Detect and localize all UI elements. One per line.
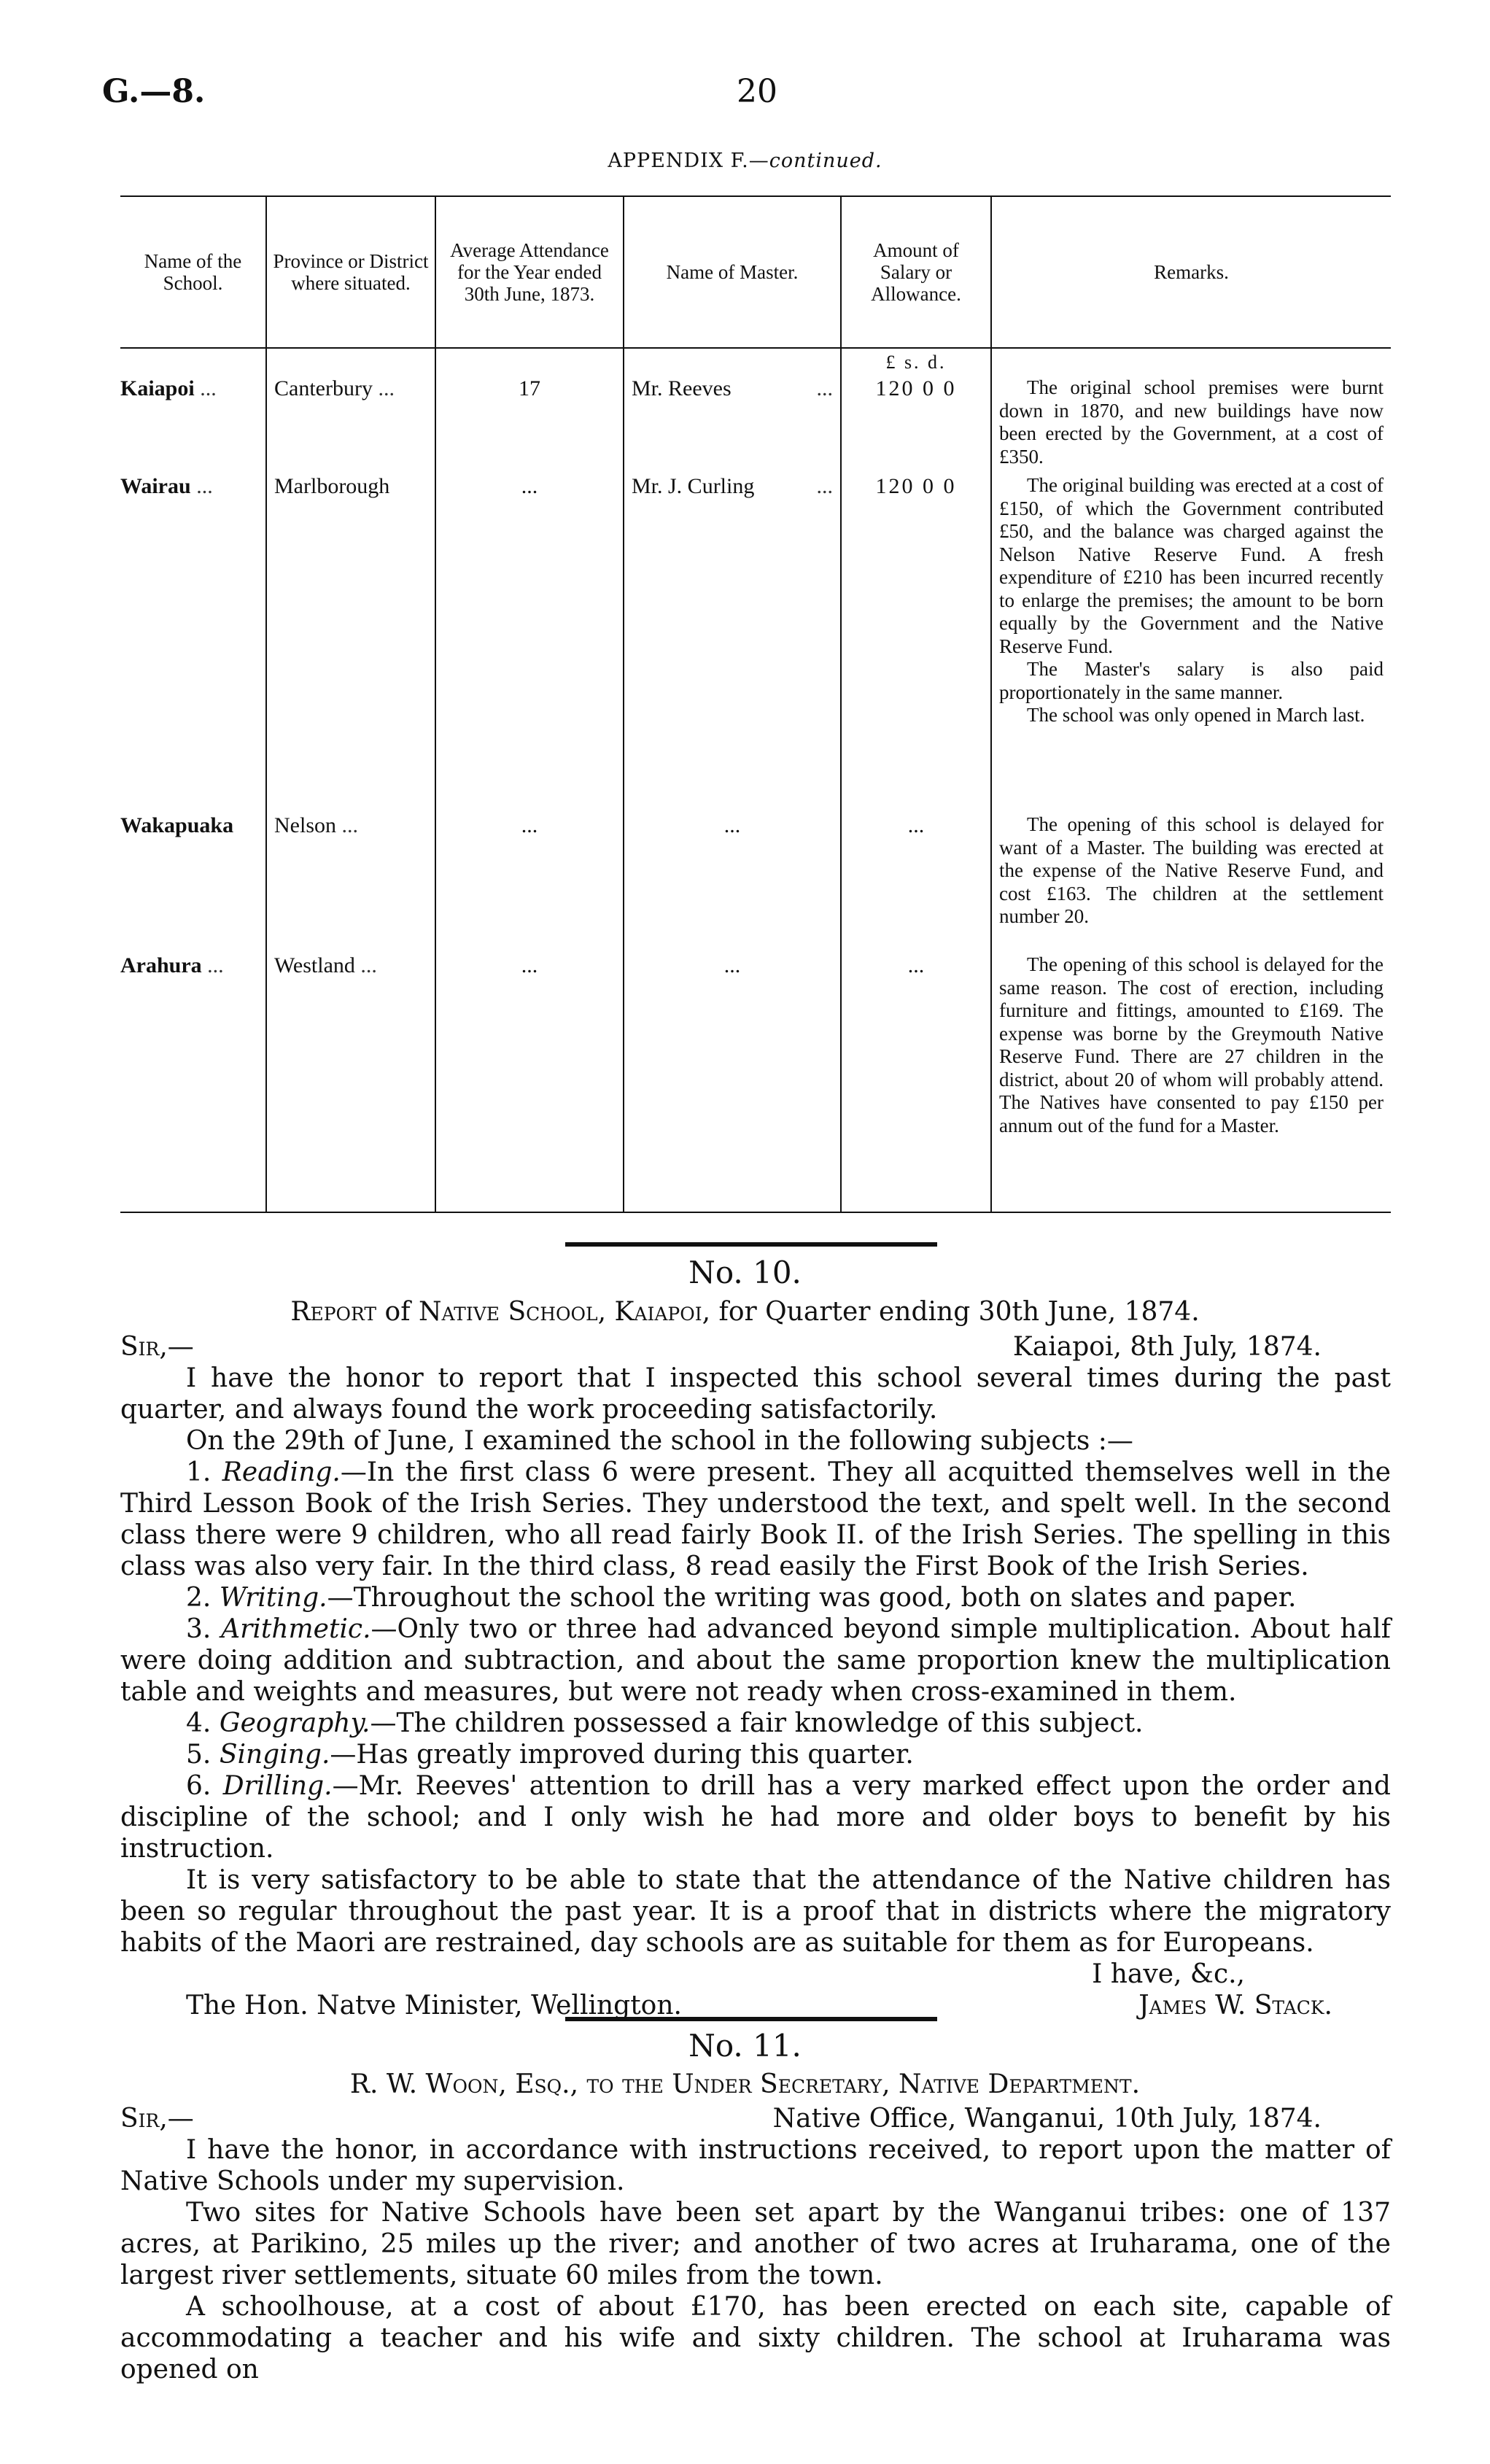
no11-subtitle: R. W. Woon, Esq., to the Under Secretary, Native Department.	[349, 2069, 1141, 2099]
place-date: Kaiapoi, 8th July, 1874.	[1012, 1332, 1322, 1362]
no10-letter	[120, 1331, 1391, 2021]
province: Canterbury ...	[266, 376, 435, 474]
col-header-attendance: Average Attendance for the Year ended 30th June, 1873.	[435, 196, 624, 348]
remarks: The original school premises were burnt down in 1870, and new buildings have now been erected by the Government, at a cost of £350.	[991, 376, 1391, 474]
salary: ...	[841, 813, 991, 953]
attendance: ...	[435, 953, 624, 1212]
remarks: The original building was erected at a cost of £150, of which the Government contributed £50, and the balance was charged against the Nelson Native Reserve Fund. A fresh expenditure of £210 has been incurred recently to enlarge the premises; the amount to be born equally by the Government and the Native Reserve Fund. The Master's salary is also paid proportionately in the same manner. The school was only opened in March last.	[991, 474, 1391, 813]
table-row	[120, 813, 1391, 953]
school-name: Wakapuaka	[120, 813, 234, 837]
master-name: Mr. J. Curling ...	[624, 474, 841, 813]
no11-heading: No. 11.	[688, 2028, 802, 2064]
attendance: ...	[435, 813, 624, 953]
province: Marlborough	[266, 474, 435, 813]
province: Westland ...	[266, 953, 435, 1212]
list-item: 6. Drilling.—Mr. Reeves' attention to drill has a very marked effect upon the order and discipline of the school; and I only wish he had more and older boys to benefit by his instruction.	[120, 1771, 1391, 1864]
col-header-salary: Amount of Salary or Allowance.	[841, 196, 991, 348]
attendance: 17	[435, 376, 624, 474]
section-divider	[565, 1242, 937, 1247]
no10-heading: No. 10.	[688, 1255, 802, 1290]
province: Nelson ...	[266, 813, 435, 953]
attendance: ...	[435, 474, 624, 813]
signature: James W. Stack.	[1138, 1991, 1332, 2021]
paragraph: I have the honor, in accordance with instructions received, to report upon the matter of Native Schools under my supervision.	[120, 2135, 1391, 2196]
page-section-code: G.—8.	[102, 73, 206, 110]
salary-units: £ s. d.	[841, 348, 991, 376]
paragraph: On the 29th of June, I examined the school in the following subjects :—	[186, 1426, 1133, 1456]
table-header-row	[120, 196, 1391, 348]
list-item: 3. Arithmetic.—Only two or three had advanced beyond simple multiplication. About half were doing addition and subtraction, and about the same proportion knew the multiplication table and weights and measures, but were not ready when cross-examined in them.	[120, 1614, 1391, 1707]
section-divider	[565, 2017, 937, 2021]
master-name: Mr. Reeves ...	[624, 376, 841, 474]
salary: 120 0 0	[841, 474, 991, 813]
appendix-label: APPENDIX F.—	[608, 150, 769, 172]
col-header-school: Name of the School.	[120, 196, 266, 348]
remarks: The opening of this school is delayed for want of a Master. The building was erected at the expense of the Native Reserve Fund, and cost £163. The children at the settlement number 20.	[991, 813, 1391, 953]
table-row	[120, 474, 1391, 813]
salary: ...	[841, 953, 991, 1212]
list-item: 2. Writing.—Throughout the school the writing was good, both on slates and paper.	[186, 1583, 1297, 1613]
master-name: ...	[624, 813, 841, 953]
list-item: 4. Geography.—The children possessed a fair knowledge of this subject.	[186, 1708, 1144, 1738]
paragraph: It is very satisfactory to be able to state that the attendance of the Native children has been so regular throughout the past year. It is a proof that in districts where the migratory habits of the Maori are restrained, day schools are as suitable for them as for Europeans.	[120, 1865, 1391, 1958]
appendix-heading	[0, 150, 1490, 172]
school-name: Wairau ...	[120, 474, 213, 498]
col-header-master: Name of Master.	[624, 196, 841, 348]
list-item: 5. Singing.—Has greatly improved during this quarter.	[186, 1740, 914, 1770]
paragraph: Two sites for Native Schools have been set apart by the Wanganui tribes: one of 137 acres, at Parikino, 25 miles up the river; and another of two acres at Iruharama, one of the largest river settlements, situate 60 miles from the town.	[120, 2198, 1391, 2290]
salutation: Sir,—	[120, 2104, 194, 2134]
page-number: 20	[737, 73, 777, 110]
no11-letter	[120, 2103, 1391, 2385]
salutation: Sir,—	[120, 1332, 194, 1362]
table-row	[120, 376, 1391, 474]
appendix-suffix: continued.	[769, 150, 882, 172]
no10-subtitle: Report of Native School, Kaiapoi, for Quarter ending 30th June, 1874.	[290, 1297, 1200, 1327]
school-name: Arahura ...	[120, 953, 266, 1212]
sign-off: I have, &c.,	[1092, 1959, 1245, 1989]
addressee: The Hon. Natve Minister, Wellington.	[186, 1991, 682, 2021]
paragraph: A schoolhouse, at a cost of about £170, has been erected on each site, capable of accommodating a teacher and his wife and sixty children. The school at Iruharama was opened on	[120, 2292, 1391, 2384]
master-name: ...	[624, 953, 841, 1212]
school-name: Kaiapoi ...	[120, 376, 217, 400]
col-header-remarks: Remarks.	[991, 196, 1391, 348]
remarks: The opening of this school is delayed for the same reason. The cost of erection, including furniture and fittings, amounted to £169. The expense was borne by the Greymouth Native Reserve Fund. There are 27 children in the district, about 20 of whom will probably attend. The Natives have consented to pay £150 per annum out of the fund for a Master.	[991, 953, 1391, 1212]
table-row	[120, 953, 1391, 1212]
salary: 120 0 0	[841, 376, 991, 474]
paragraph: I have the honor to report that I inspected this school several times during the past quarter, and always found the work proceeding satisfactorily.	[120, 1363, 1391, 1425]
place-date: Native Office, Wanganui, 10th July, 1874.	[772, 2104, 1322, 2134]
list-item: 1. Reading.—In the first class 6 were present. They all acquitted themselves well in the Third Lesson Book of the Irish Series. They understood the text, and spelt well. In the second class there were 9 children, who all read fairly Book II. of the Irish Series. The spelling in this class was also very fair. In the third class, 8 read easily the First Book of the Irish Series.	[120, 1457, 1391, 1581]
col-header-province: Province or District where situated.	[266, 196, 435, 348]
units-row	[120, 348, 1391, 376]
schools-table	[120, 195, 1391, 1209]
